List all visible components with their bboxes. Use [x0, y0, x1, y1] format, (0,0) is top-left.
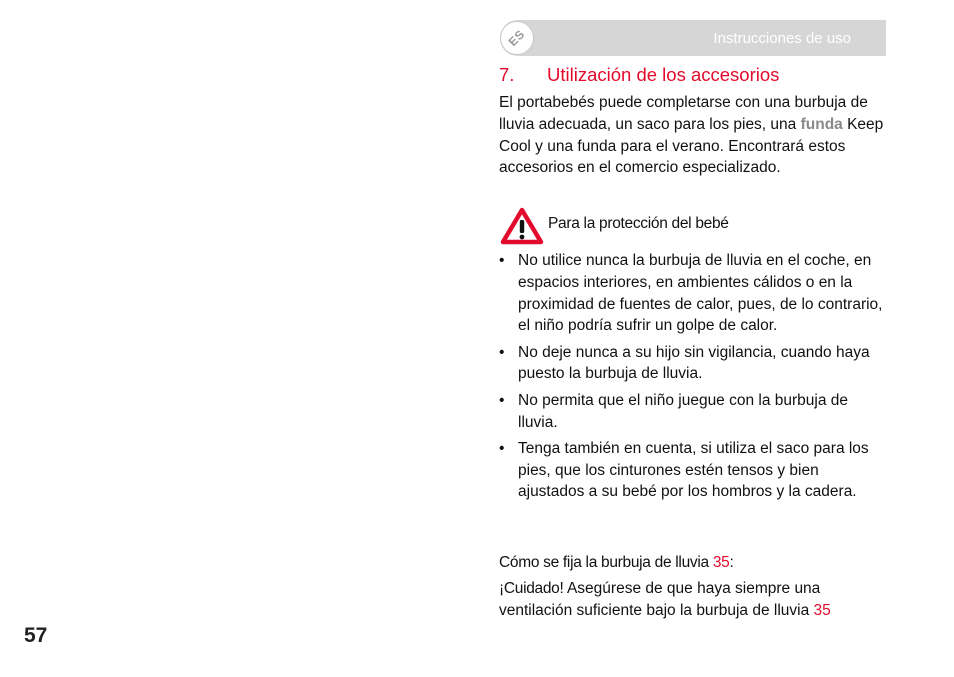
section-number: 7. — [499, 64, 515, 85]
list-item-text: No permita que el niño juegue con la burbuja de lluvia. — [518, 391, 849, 431]
section-heading — [499, 64, 779, 86]
intro-keyword: funda — [800, 115, 843, 133]
howto-heading — [499, 554, 733, 572]
howto-text: Cómo se fija la burbuja de lluvia — [499, 554, 713, 571]
caution-text: Asegúrese de que haya siempre una ventilación suficiente bajo la burbuja de lluvia — [499, 580, 821, 619]
section-title: Utilización de los accesorios — [547, 64, 780, 85]
language-badge — [500, 21, 534, 55]
bullet-dot: • — [499, 252, 505, 269]
caution-lead: ¡Cuidado! — [499, 580, 564, 597]
warning-title: Para la protección del bebé — [548, 215, 729, 232]
list-item — [499, 250, 889, 337]
warning-triangle-icon — [500, 207, 544, 245]
bullet-dot: • — [499, 391, 505, 409]
caution-paragraph — [499, 578, 889, 622]
bullet-dot: • — [499, 343, 505, 361]
list-item — [499, 342, 889, 386]
intro-text-2: Keep Cool y una funda para el verano. Encontrará estos accesorios en el comercio especializado. — [499, 115, 884, 177]
list-item-text: No utilice nunca la burbuja de lluvia en el coche, en espacios interiores, en ambientes cálidos o en la proximidad de fuentes de calor, pues, de lo contrario, el niño podría sufrir un golpe de calor. — [518, 252, 883, 335]
list-item — [499, 438, 889, 503]
page-number: 57 — [24, 624, 48, 647]
bullet-dot: • — [499, 439, 505, 457]
figure-reference: 35 — [813, 601, 831, 619]
howto-suffix: : — [729, 554, 734, 571]
list-item — [499, 390, 889, 434]
intro-paragraph — [499, 92, 889, 179]
header-title: Instrucciones de uso — [713, 30, 851, 47]
figure-reference: 35 — [712, 554, 730, 571]
intro-text-1: El portabebés puede completarse con una burbuja de lluvia adecuada, un saco para los pies, una — [499, 94, 868, 133]
header-bar — [500, 20, 886, 56]
language-badge-label: ES — [506, 27, 528, 49]
list-item-text: No deje nunca a su hijo sin vigilancia, cuando haya puesto la burbuja de lluvia. — [518, 343, 870, 383]
safety-bullet-list — [499, 250, 889, 508]
list-item-text: Tenga también en cuenta, si utiliza el saco para los pies, que los cinturones estén tensos y bien ajustados a su bebé por los hombros y la cadera. — [518, 439, 869, 501]
